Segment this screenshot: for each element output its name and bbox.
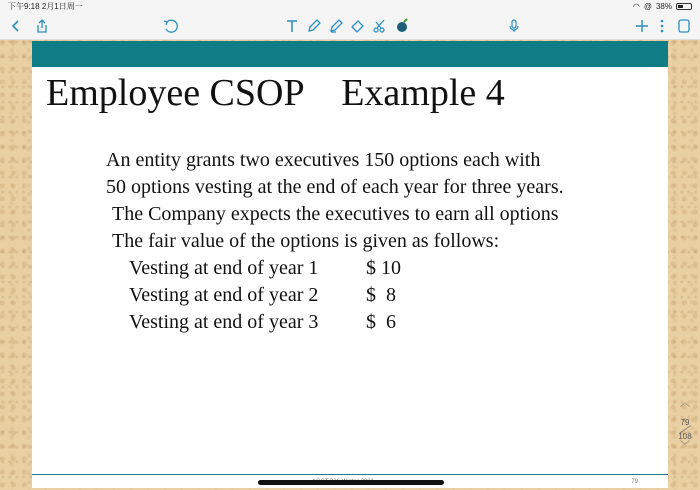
vesting-label-2: Vesting at end of year 2 (129, 284, 319, 306)
page-navigator (673, 398, 697, 468)
lasso-scissors-icon[interactable] (370, 16, 390, 36)
home-indicator[interactable] (258, 480, 444, 485)
body-line-4: The fair value of the options is given as follows: (112, 230, 500, 252)
slide-banner (32, 41, 668, 67)
body-line-2: 50 options vesting at the end of each year for three years. (106, 176, 564, 198)
vesting-label-3: Vesting at end of year 3 (129, 311, 319, 333)
current-page: 79 (680, 418, 690, 427)
page-view-icon[interactable] (674, 16, 694, 36)
share-icon[interactable] (32, 16, 52, 36)
status-date: 2月1日周一 (41, 1, 83, 11)
wifi-icon: ◠ (632, 1, 640, 11)
document-page[interactable] (32, 41, 668, 488)
add-icon[interactable] (632, 16, 652, 36)
footer-rule (32, 474, 668, 475)
text-tool-icon[interactable] (282, 16, 302, 36)
more-icon[interactable] (652, 16, 672, 36)
status-time: 下午9:18 (8, 1, 40, 11)
undo-icon[interactable] (160, 16, 180, 36)
highlighter-icon[interactable] (326, 16, 346, 36)
vesting-value-2: $ 8 (366, 284, 396, 306)
color-picker-icon[interactable] (392, 16, 412, 36)
chevron-up-icon[interactable]: ︿ (680, 398, 690, 409)
eraser-icon[interactable] (348, 16, 368, 36)
back-chevron-icon[interactable] (6, 16, 26, 36)
lock-rotation-icon: @ (643, 1, 652, 11)
vesting-value-3: $ 6 (366, 311, 396, 333)
slide-footer-page: 79 (631, 479, 638, 485)
vesting-value-1: $ 10 (366, 257, 401, 279)
battery-icon (676, 3, 692, 10)
toolbar (0, 12, 700, 40)
total-pages: 108 (678, 432, 692, 441)
vesting-label-1: Vesting at end of year 1 (129, 257, 319, 279)
body-line-3: The Company expects the executives to earn all options (112, 203, 559, 225)
status-left (8, 1, 83, 12)
status-right (633, 2, 692, 11)
status-bar (0, 0, 700, 12)
slide-title: Employee CSOP Example 4 (46, 72, 505, 114)
chevron-down-icon[interactable]: ﹀ (680, 441, 690, 452)
pen-icon[interactable] (304, 16, 324, 36)
body-line-1: An entity grants two executives 150 options each with (106, 149, 541, 171)
battery-percent: 38% (655, 1, 672, 11)
microphone-icon[interactable] (504, 16, 524, 36)
